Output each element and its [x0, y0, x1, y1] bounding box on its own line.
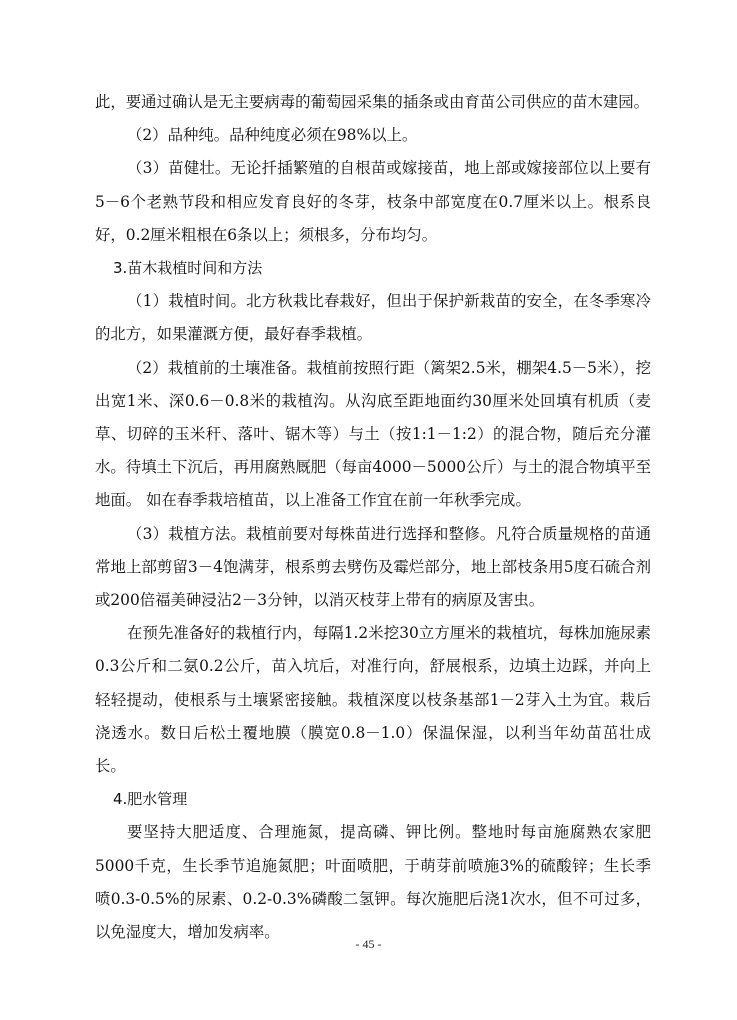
- paragraph: （2）栽植前的土壤准备。栽植前按照行距（篱架2.5米，棚架4.5－5米），挖出宽1米、深0.6－0.8米的栽植沟。从沟底至距地面约30厘米处回填有机质（麦草、切碎的玉米秆、落叶、锯木等）与土（按1:1－1:2）的混合物，随后充分灌水。待填土下沉后，再用腐熟厩肥（每亩4000－5000公斤）与土的混合物填平至地面。 如在春季栽培植苗，以上准备工作宜在前一年秋季完成。: [95, 358, 651, 510]
- paragraph: 此，要通过确认是无主要病毒的葡萄园采集的插条或由育苗公司供应的苗木建园。: [95, 93, 650, 111]
- document-body: [95, 86, 651, 949]
- paragraph: （3）苗健壮。无论扦插繁殖的自根苗或嫁接苗，地上部或嫁接部位以上要有5－6个老熟节段和相应发育良好的冬芽，枝条中部宽度在0.7厘米以上。根系良好，0.2厘米粗根在6条以上；须根多，分布均匀。: [95, 159, 651, 244]
- section-heading: 3.苗木栽植时间和方法: [113, 259, 263, 278]
- paragraph: （1）栽植时间。北方秋栽比春栽好，但出于保护新栽苗的安全，在冬季寒冷的北方，如果灌溉方便，最好春季栽植。: [95, 292, 651, 344]
- paragraph: 要坚持大肥适度、合理施氮，提高磷、钾比例。整地时每亩施腐熟农家肥5000千克，生长季节追施氮肥；叶面喷肥，于萌芽前喷施3%的硫酸锌；生长季喷0.3-0.5%的尿素、0.2-0.3%磷酸二氢钾。每次施肥后浇1次水，但不可过多，以免湿度大，增加发病率。: [95, 823, 651, 942]
- paragraph: （2）品种纯。品种纯度必须在98%以上。: [127, 126, 418, 145]
- paragraph: 在预先准备好的栽植行内，每隔1.2米挖30立方厘米的栽植坑，每株加施尿素0.3公斤和二氨0.2公斤，苗入坑后，对准行向，舒展根系，边填土边踩，并向上轻轻提动，使根系与土壤紧密接触。栽植深度以枝条基部1－2芽入土为宜。栽后浇透水。数日后松土覆地膜（膜宽0.8－1.0）保温保湿，以利当年幼苗茁壮成长。: [95, 624, 651, 776]
- section-heading: 4.肥水管理: [113, 790, 188, 809]
- paragraph: （3）栽植方法。栽植前要对每株苗进行选择和整修。凡符合质量规格的苗通常地上部剪留3－4饱满芽，根系剪去劈伤及霉烂部分，地上部枝条用5度石硫合剂或200倍福美砷浸沾2－3分钟，以消灭枝芽上带有的病原及害虫。: [95, 524, 651, 610]
- page-number: - 45 -: [355, 937, 382, 951]
